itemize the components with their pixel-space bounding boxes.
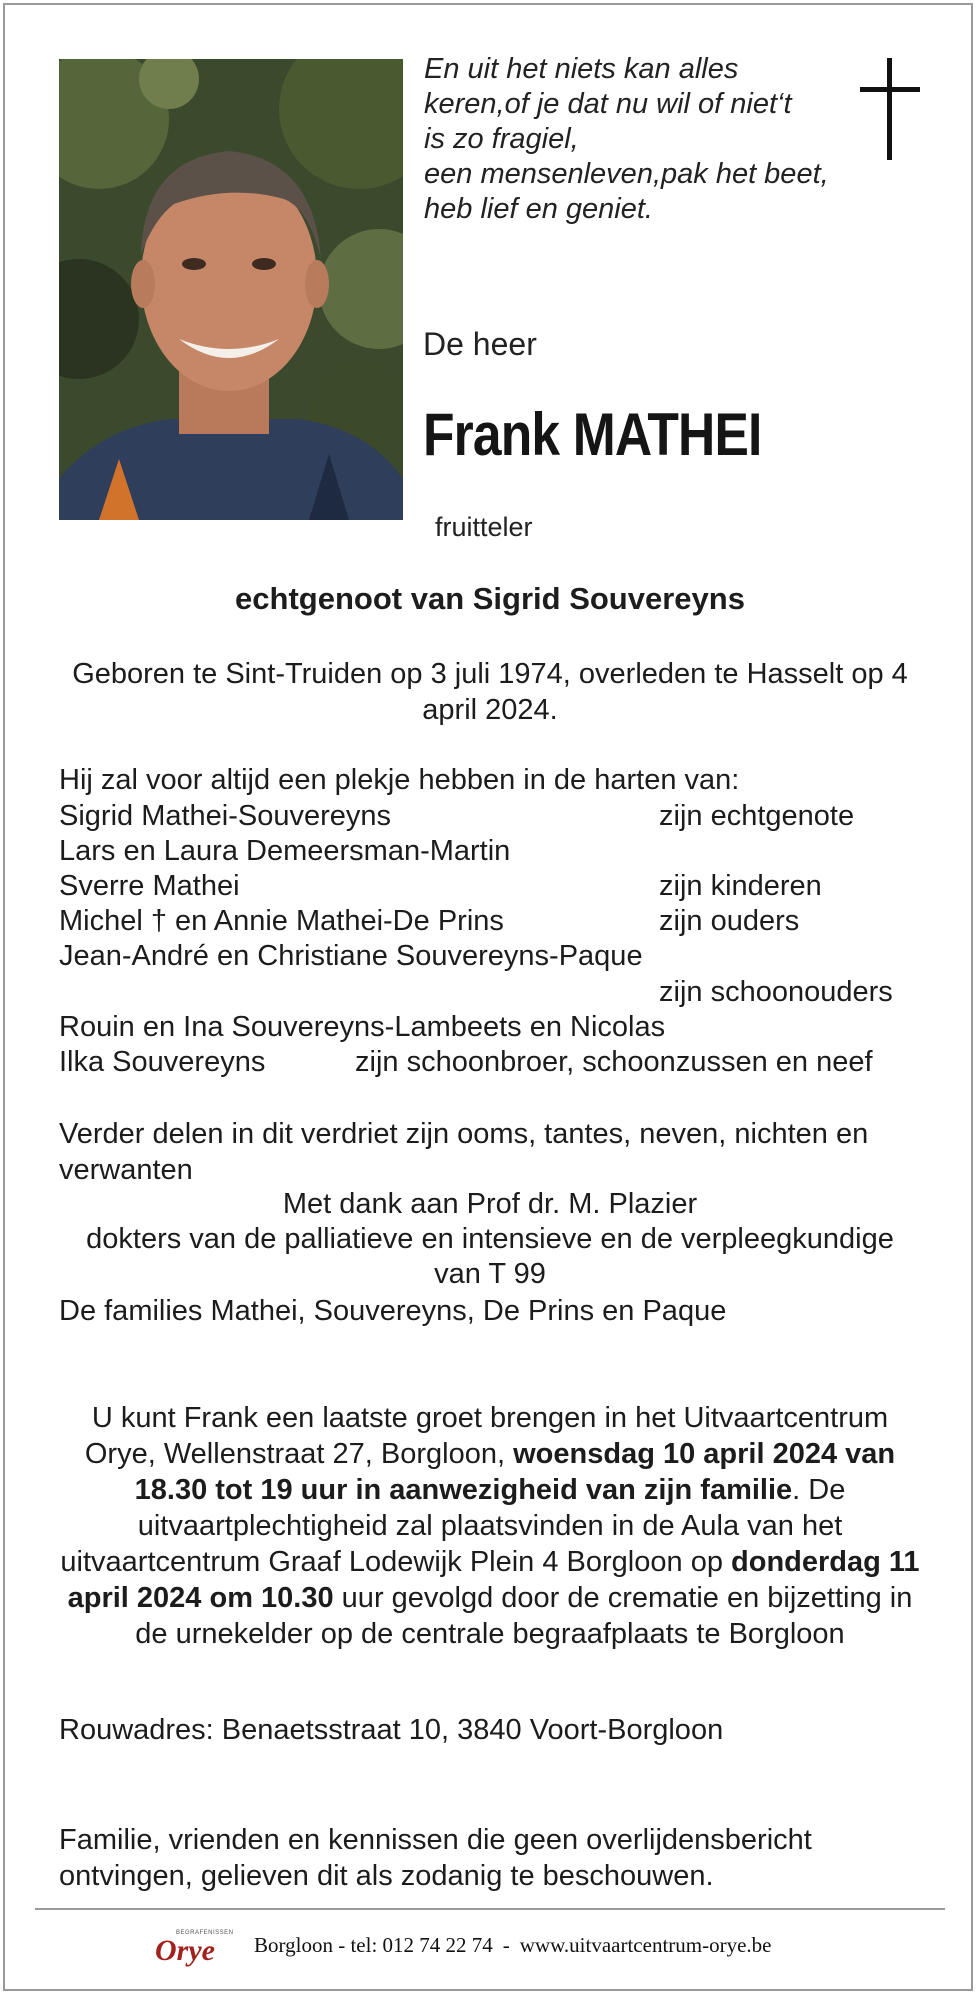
thanks-line: dokters van de palliatieve en intensieve en de verpleegkundige (86, 1223, 894, 1255)
logo-tagline: BEGRAFENISSEN (176, 1930, 234, 1936)
orye-logo (152, 1928, 232, 1968)
portrait-photo (59, 59, 403, 520)
family-row (59, 800, 929, 836)
logo-word: Orye (155, 1934, 215, 1967)
occupation: fruitteler (435, 512, 533, 542)
footer-divider (35, 1908, 945, 1910)
family-member: Ilka Souvereyns (59, 1046, 266, 1078)
family-member: Rouin en Ina Souvereyns-Lambeets en Nicolas (59, 1011, 666, 1043)
family-row (59, 976, 929, 1012)
footer-location-phone: Borgloon - tel: 012 74 22 74 (254, 1933, 493, 1957)
cross-icon (860, 58, 920, 160)
poem (424, 52, 864, 227)
farewell-text: U kunt Frank een laatste groet brengen in het Uitvaartcentrum Orye, Wellenstraat 27, Borgloon, (84, 1402, 889, 1470)
family-relation: zijn echtgenote (659, 800, 855, 832)
farewell-text: . De uitvaartplechtigheid zal plaatsvinden in de Aula van het uitvaartcentrum Graaf Lodewijk Plein 4 Borgloon op (60, 1474, 846, 1578)
poem-line: is zo fragiel, (424, 123, 579, 155)
thanks-line: Met dank aan Prof dr. M. Plazier (282, 1188, 698, 1220)
footer (0, 1928, 980, 1968)
footer-separator: - (502, 1933, 510, 1957)
notice-text: Familie, vrienden en kennissen die geen overlijdensbericht ontvingen, gelieven dit als zodanig te beschouwen. (59, 1824, 812, 1892)
family-member: Sigrid Mathei-Souvereyns (59, 800, 392, 832)
family-row (59, 905, 929, 941)
family-row (59, 835, 929, 871)
farewell-ceremony-time: donderdag 11 april 2024 om 10.30 (67, 1546, 920, 1614)
family-intro: Hij zal voor altijd een plekje hebben in de harten van: (59, 764, 740, 796)
poem-line: een mensenleven,pak het beet, (424, 158, 829, 190)
farewell-visit-time: woensdag 10 april 2024 van 18.30 tot 19 uur in aanwezigheid van zijn familie (134, 1438, 896, 1506)
spouse-line: echtgenoot van Sigrid Souvereyns (235, 581, 745, 616)
footer-website-link[interactable]: www.uitvaartcentrum-orye.be (519, 1933, 772, 1957)
birth-death-text: Geboren te Sint-Truiden op 3 juli 1974, overleden te Hasselt op 4 april 2024. (72, 658, 908, 726)
family-relation: zijn ouders (659, 905, 800, 937)
family-relation: zijn schoonbroer, schoonzussen en neef (355, 1046, 873, 1078)
footer-contact (254, 1933, 771, 1958)
title-prefix: De heer (423, 326, 537, 362)
thanks-line: van T 99 (434, 1258, 546, 1290)
farewell-text: uur gevolgd door de crematie en bijzetting in de urnekelder op de centrale begraafplaats te Borgloon (135, 1582, 913, 1650)
family-member: Michel † en Annie Mathei-De Prins (59, 905, 504, 937)
poem-line: keren,of je dat nu wil of niet‘t (424, 88, 792, 120)
family-row (59, 1046, 929, 1082)
deceased-name: Frank MATHEI (423, 401, 762, 468)
family-member: Jean-André en Christiane Souvereyns-Paque (59, 940, 643, 972)
family-member: Sverre Mathei (59, 870, 240, 902)
families-line: De families Mathei, Souvereyns, De Prins en Paque (59, 1295, 727, 1327)
poem-line: En uit het niets kan alles (424, 53, 739, 85)
family-relation: zijn kinderen (659, 870, 822, 902)
family-row (59, 940, 929, 976)
poem-line: heb lief en geniet. (424, 193, 653, 225)
portrait-image (59, 59, 403, 520)
family-member: Lars en Laura Demeersman-Martin (59, 835, 511, 867)
mourning-address: Rouwadres: Benaetsstraat 10, 3840 Voort-Borgloon (59, 1714, 724, 1746)
family-row (59, 870, 929, 906)
further-relatives: Verder delen in dit verdriet zijn ooms, tantes, neven, nichten en verwanten (59, 1118, 869, 1186)
family-row (59, 1011, 929, 1047)
family-relation: zijn schoonouders (659, 976, 893, 1008)
farewell-paragraph (60, 1400, 920, 1652)
